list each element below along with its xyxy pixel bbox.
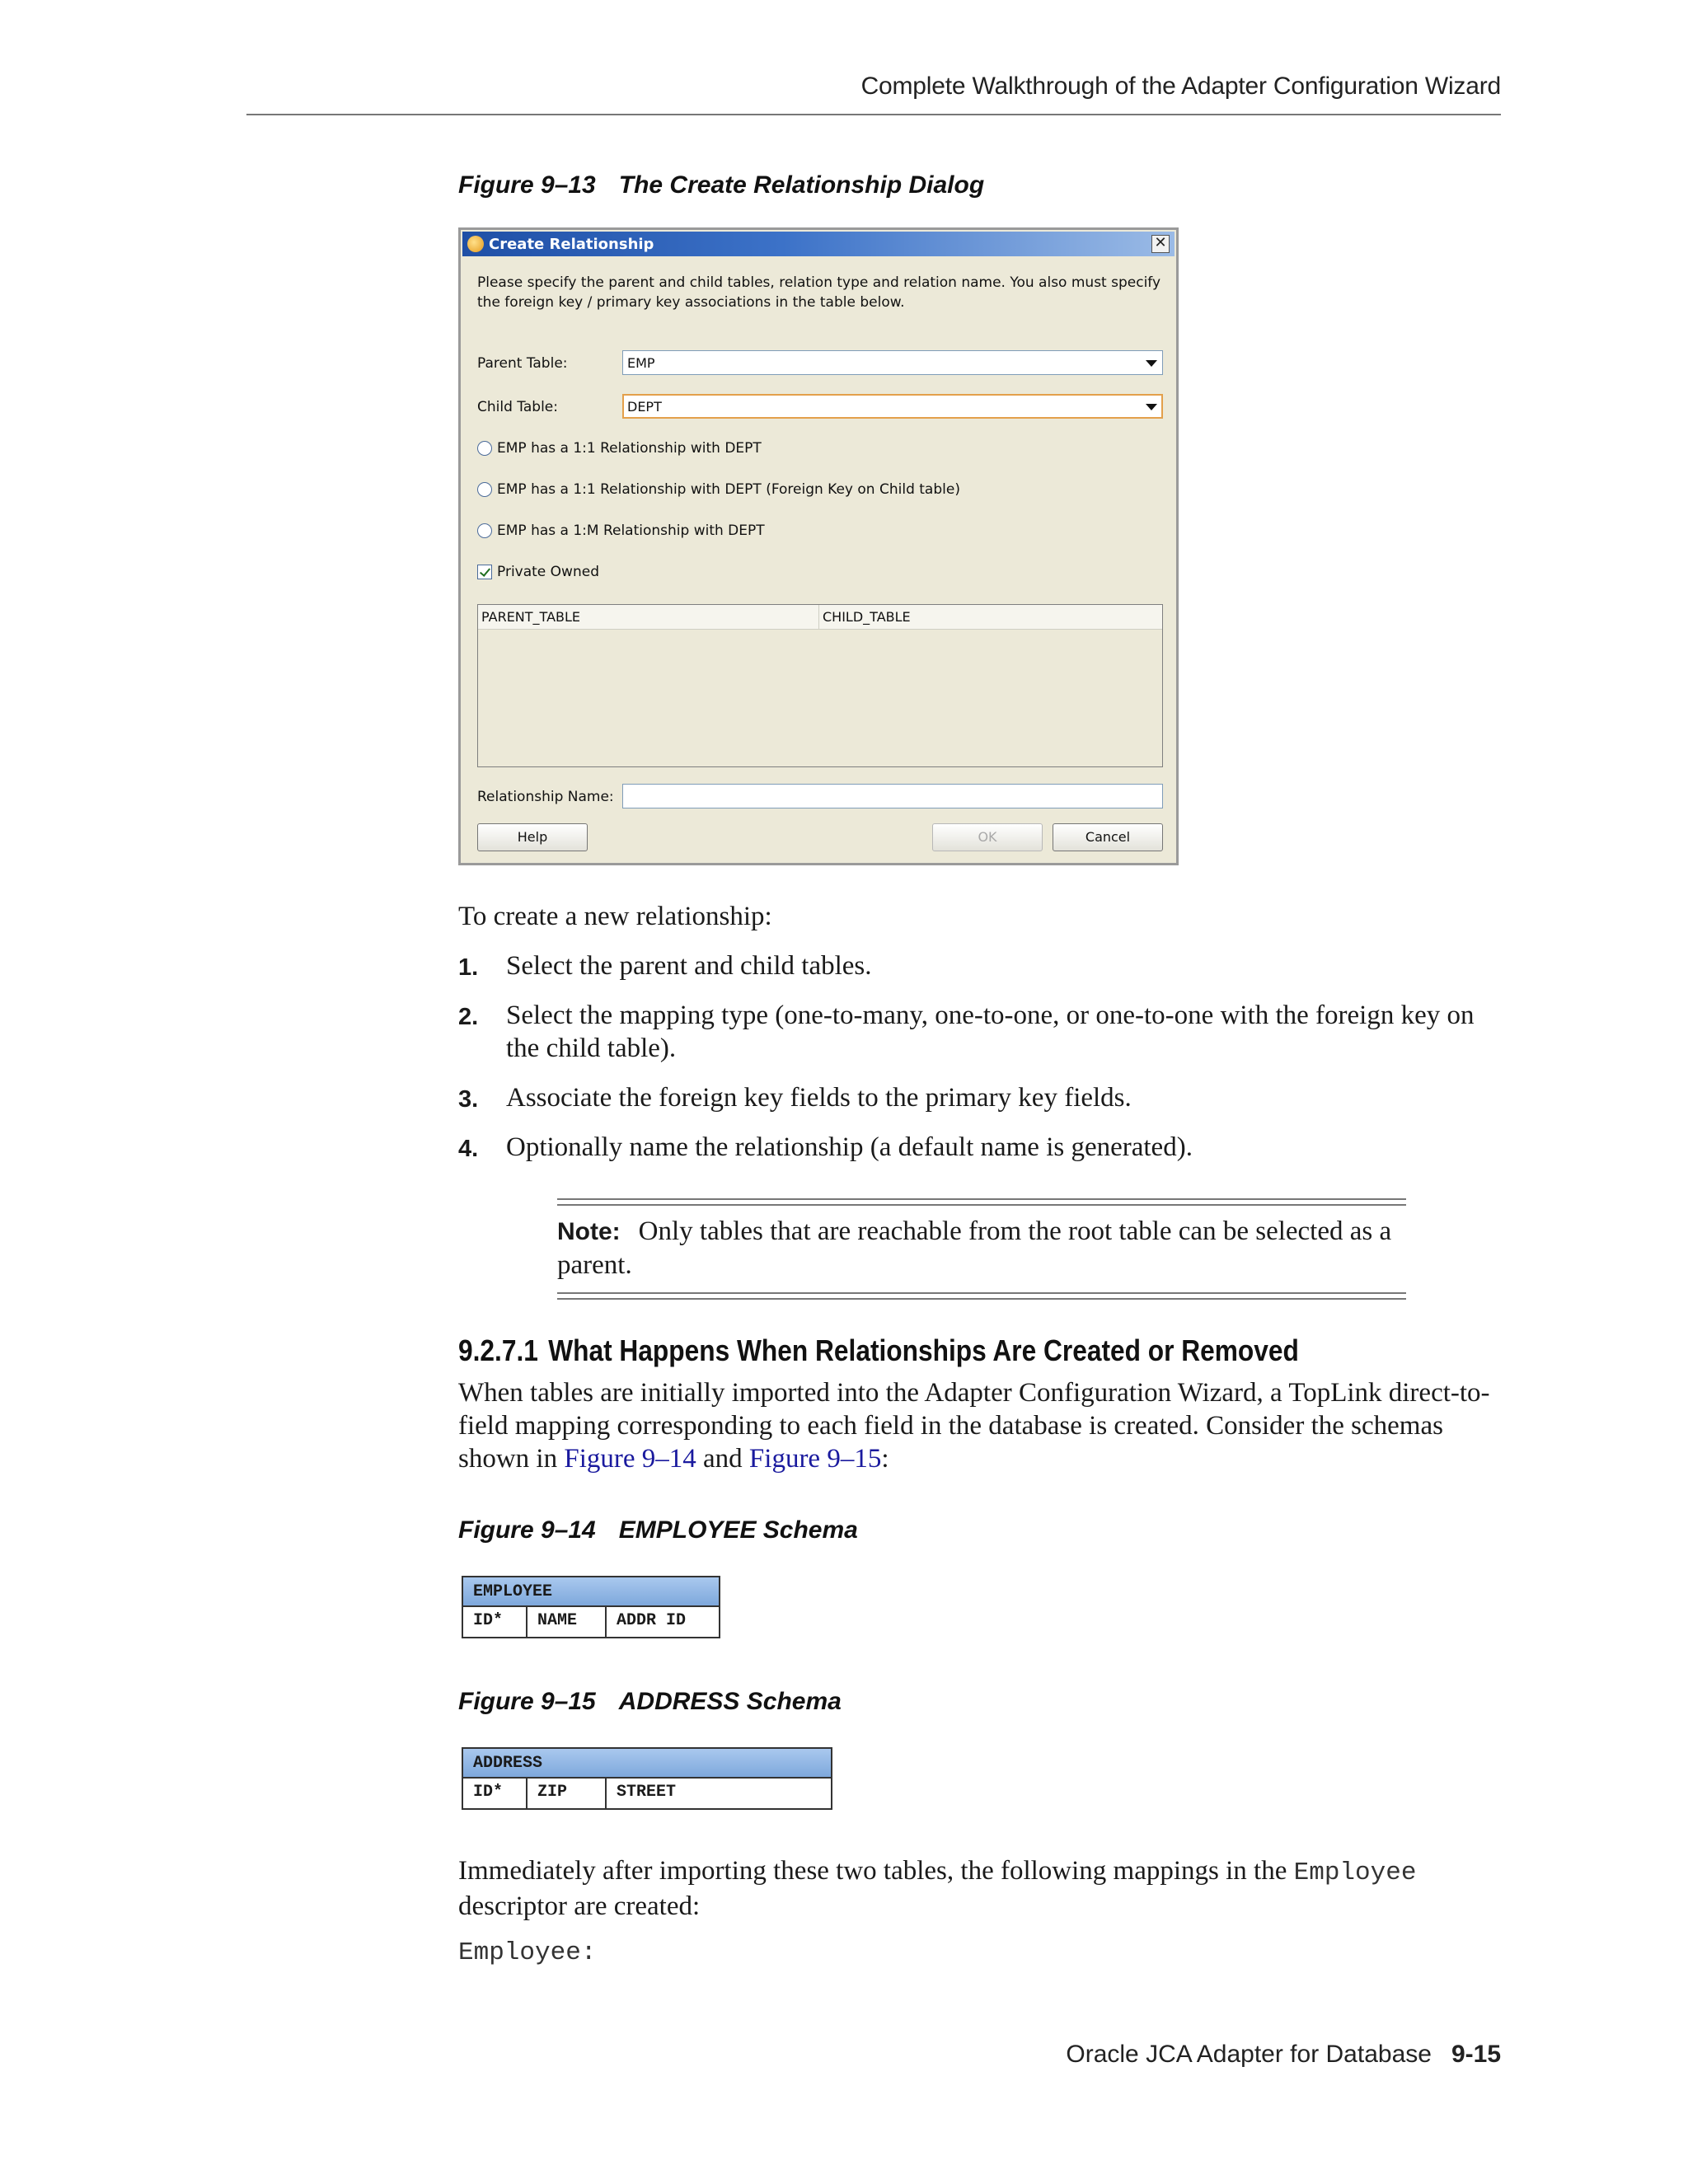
paragraph-text: When tables are initially imported into the Adapter Configuration Wizard, a TopLink direct-to-field mapping corresponding to each field in the database is created. Consider the schemas shown in	[458, 1378, 1490, 1474]
child-table-select[interactable]	[622, 394, 1163, 419]
child-table-label: Child Table:	[477, 399, 558, 415]
child-table-value: DEPT	[627, 399, 662, 415]
mappings-paragraph	[458, 1854, 1505, 1923]
close-icon: ✕	[1154, 234, 1167, 251]
step-number: 2.	[458, 1004, 479, 1030]
radio-one-to-one[interactable]	[477, 440, 762, 457]
figure-14-title: EMPLOYEE Schema	[618, 1516, 858, 1544]
section-paragraph	[458, 1376, 1505, 1475]
paragraph-text: Immediately after importing these two tables, the following mappings in the	[458, 1856, 1294, 1886]
employee-schema-table	[462, 1576, 720, 1638]
radio-one-to-many-label: EMP has a 1:M Relationship with DEPT	[497, 523, 765, 539]
help-button[interactable]: Help	[477, 823, 588, 851]
schema-column: ID*	[463, 1607, 528, 1637]
chevron-down-icon	[1146, 360, 1157, 367]
close-button[interactable]	[1151, 235, 1170, 253]
intro-paragraph: To create a new relationship:	[458, 902, 772, 931]
parent-table-value: EMP	[627, 355, 655, 371]
figure-13-caption	[458, 171, 984, 199]
private-owned-checkbox[interactable]	[477, 564, 599, 580]
page-footer	[1066, 2041, 1501, 2069]
column-header-parent-table[interactable]: PARENT_TABLE	[478, 605, 819, 630]
paragraph-text: descriptor are created:	[458, 1891, 701, 1921]
parent-table-label: Parent Table:	[477, 355, 568, 372]
section-number: 9.2.7.1	[458, 1333, 538, 1367]
inline-code: Employee	[1293, 1858, 1417, 1887]
radio-icon	[477, 523, 492, 538]
dialog-description: Please specify the parent and child tables, relation type and relation name. You also must specify the foreign key / primary key associations in the table below.	[477, 274, 1161, 311]
schema-table-name: EMPLOYEE	[463, 1577, 719, 1607]
figure-9-14-link[interactable]: Figure 9–14	[564, 1444, 696, 1474]
radio-one-to-one-fk-child[interactable]	[477, 481, 960, 498]
dialog-title: Create Relationship	[489, 236, 654, 253]
schema-column: STREET	[617, 1783, 677, 1802]
note-rule	[557, 1198, 1406, 1200]
table-row	[463, 1607, 719, 1637]
code-block: Employee:	[458, 1938, 597, 1967]
schema-table-name: ADDRESS	[463, 1749, 831, 1779]
ok-button[interactable]: OK	[932, 823, 1043, 851]
note-rule	[557, 1298, 1406, 1300]
footer-book-title: Oracle JCA Adapter for Database	[1066, 2041, 1432, 2068]
paragraph-text: and	[696, 1444, 749, 1474]
create-relationship-dialog	[458, 227, 1179, 865]
page-number: 9-15	[1451, 2041, 1501, 2068]
section-heading	[458, 1333, 1299, 1368]
step-number: 4.	[458, 1136, 479, 1162]
note-rule	[557, 1204, 1406, 1206]
radio-icon	[477, 482, 492, 497]
checkmark-icon	[477, 565, 492, 579]
parent-table-select[interactable]	[622, 350, 1163, 375]
figure-9-15-link[interactable]: Figure 9–15	[748, 1444, 882, 1474]
key-mapping-table[interactable]	[477, 604, 1163, 767]
figure-15-caption	[458, 1688, 842, 1716]
private-owned-label: Private Owned	[497, 564, 599, 580]
radio-one-to-one-fk-child-label: EMP has a 1:1 Relationship with DEPT (Foreign Key on Child table)	[497, 481, 960, 498]
running-header: Complete Walkthrough of the Adapter Configuration Wizard	[860, 73, 1501, 100]
step-text: Select the parent and child tables.	[506, 951, 872, 981]
chevron-down-icon	[1146, 404, 1157, 410]
paragraph-text: :	[881, 1444, 889, 1474]
cancel-button[interactable]: Cancel	[1053, 823, 1163, 851]
radio-one-to-many[interactable]	[477, 523, 765, 539]
figure-15-number: Figure 9–15	[458, 1688, 596, 1715]
note-rule	[557, 1292, 1406, 1294]
schema-column: NAME	[528, 1607, 607, 1637]
step-number: 1.	[458, 954, 479, 981]
schema-column: ID*	[463, 1779, 528, 1808]
note	[557, 1215, 1406, 1282]
figure-15-title: ADDRESS Schema	[618, 1688, 842, 1715]
step-text: Optionally name the relationship (a default name is generated).	[506, 1132, 1193, 1162]
note-text: Only tables that are reachable from the root table can be selected as a parent.	[557, 1216, 1392, 1280]
figure-13-number: Figure 9–13	[458, 171, 596, 199]
section-title: What Happens When Relationships Are Created or Removed	[548, 1333, 1299, 1367]
schema-column: ZIP	[528, 1779, 607, 1808]
header-rule	[246, 114, 1501, 115]
relationship-name-input[interactable]	[622, 784, 1163, 808]
schema-column: ADDR ID	[617, 1611, 687, 1630]
figure-14-caption	[458, 1516, 858, 1544]
step-number: 3.	[458, 1086, 479, 1113]
dialog-titlebar[interactable]	[462, 232, 1175, 256]
figure-13-title: The Create Relationship Dialog	[618, 171, 985, 199]
java-cup-icon	[467, 236, 484, 252]
step-text: Associate the foreign key fields to the primary key fields.	[506, 1083, 1132, 1113]
table-row	[463, 1779, 831, 1808]
radio-icon	[477, 441, 492, 456]
relationship-name-label: Relationship Name:	[477, 789, 614, 805]
column-header-child-table[interactable]: CHILD_TABLE	[819, 605, 1162, 630]
address-schema-table	[462, 1747, 832, 1810]
radio-one-to-one-label: EMP has a 1:1 Relationship with DEPT	[497, 440, 762, 457]
figure-14-number: Figure 9–14	[458, 1516, 596, 1544]
step-text: Select the mapping type (one-to-many, one-to-one, or one-to-one with the foreign key on the child table).	[506, 1001, 1475, 1063]
note-label: Note:	[557, 1218, 621, 1245]
